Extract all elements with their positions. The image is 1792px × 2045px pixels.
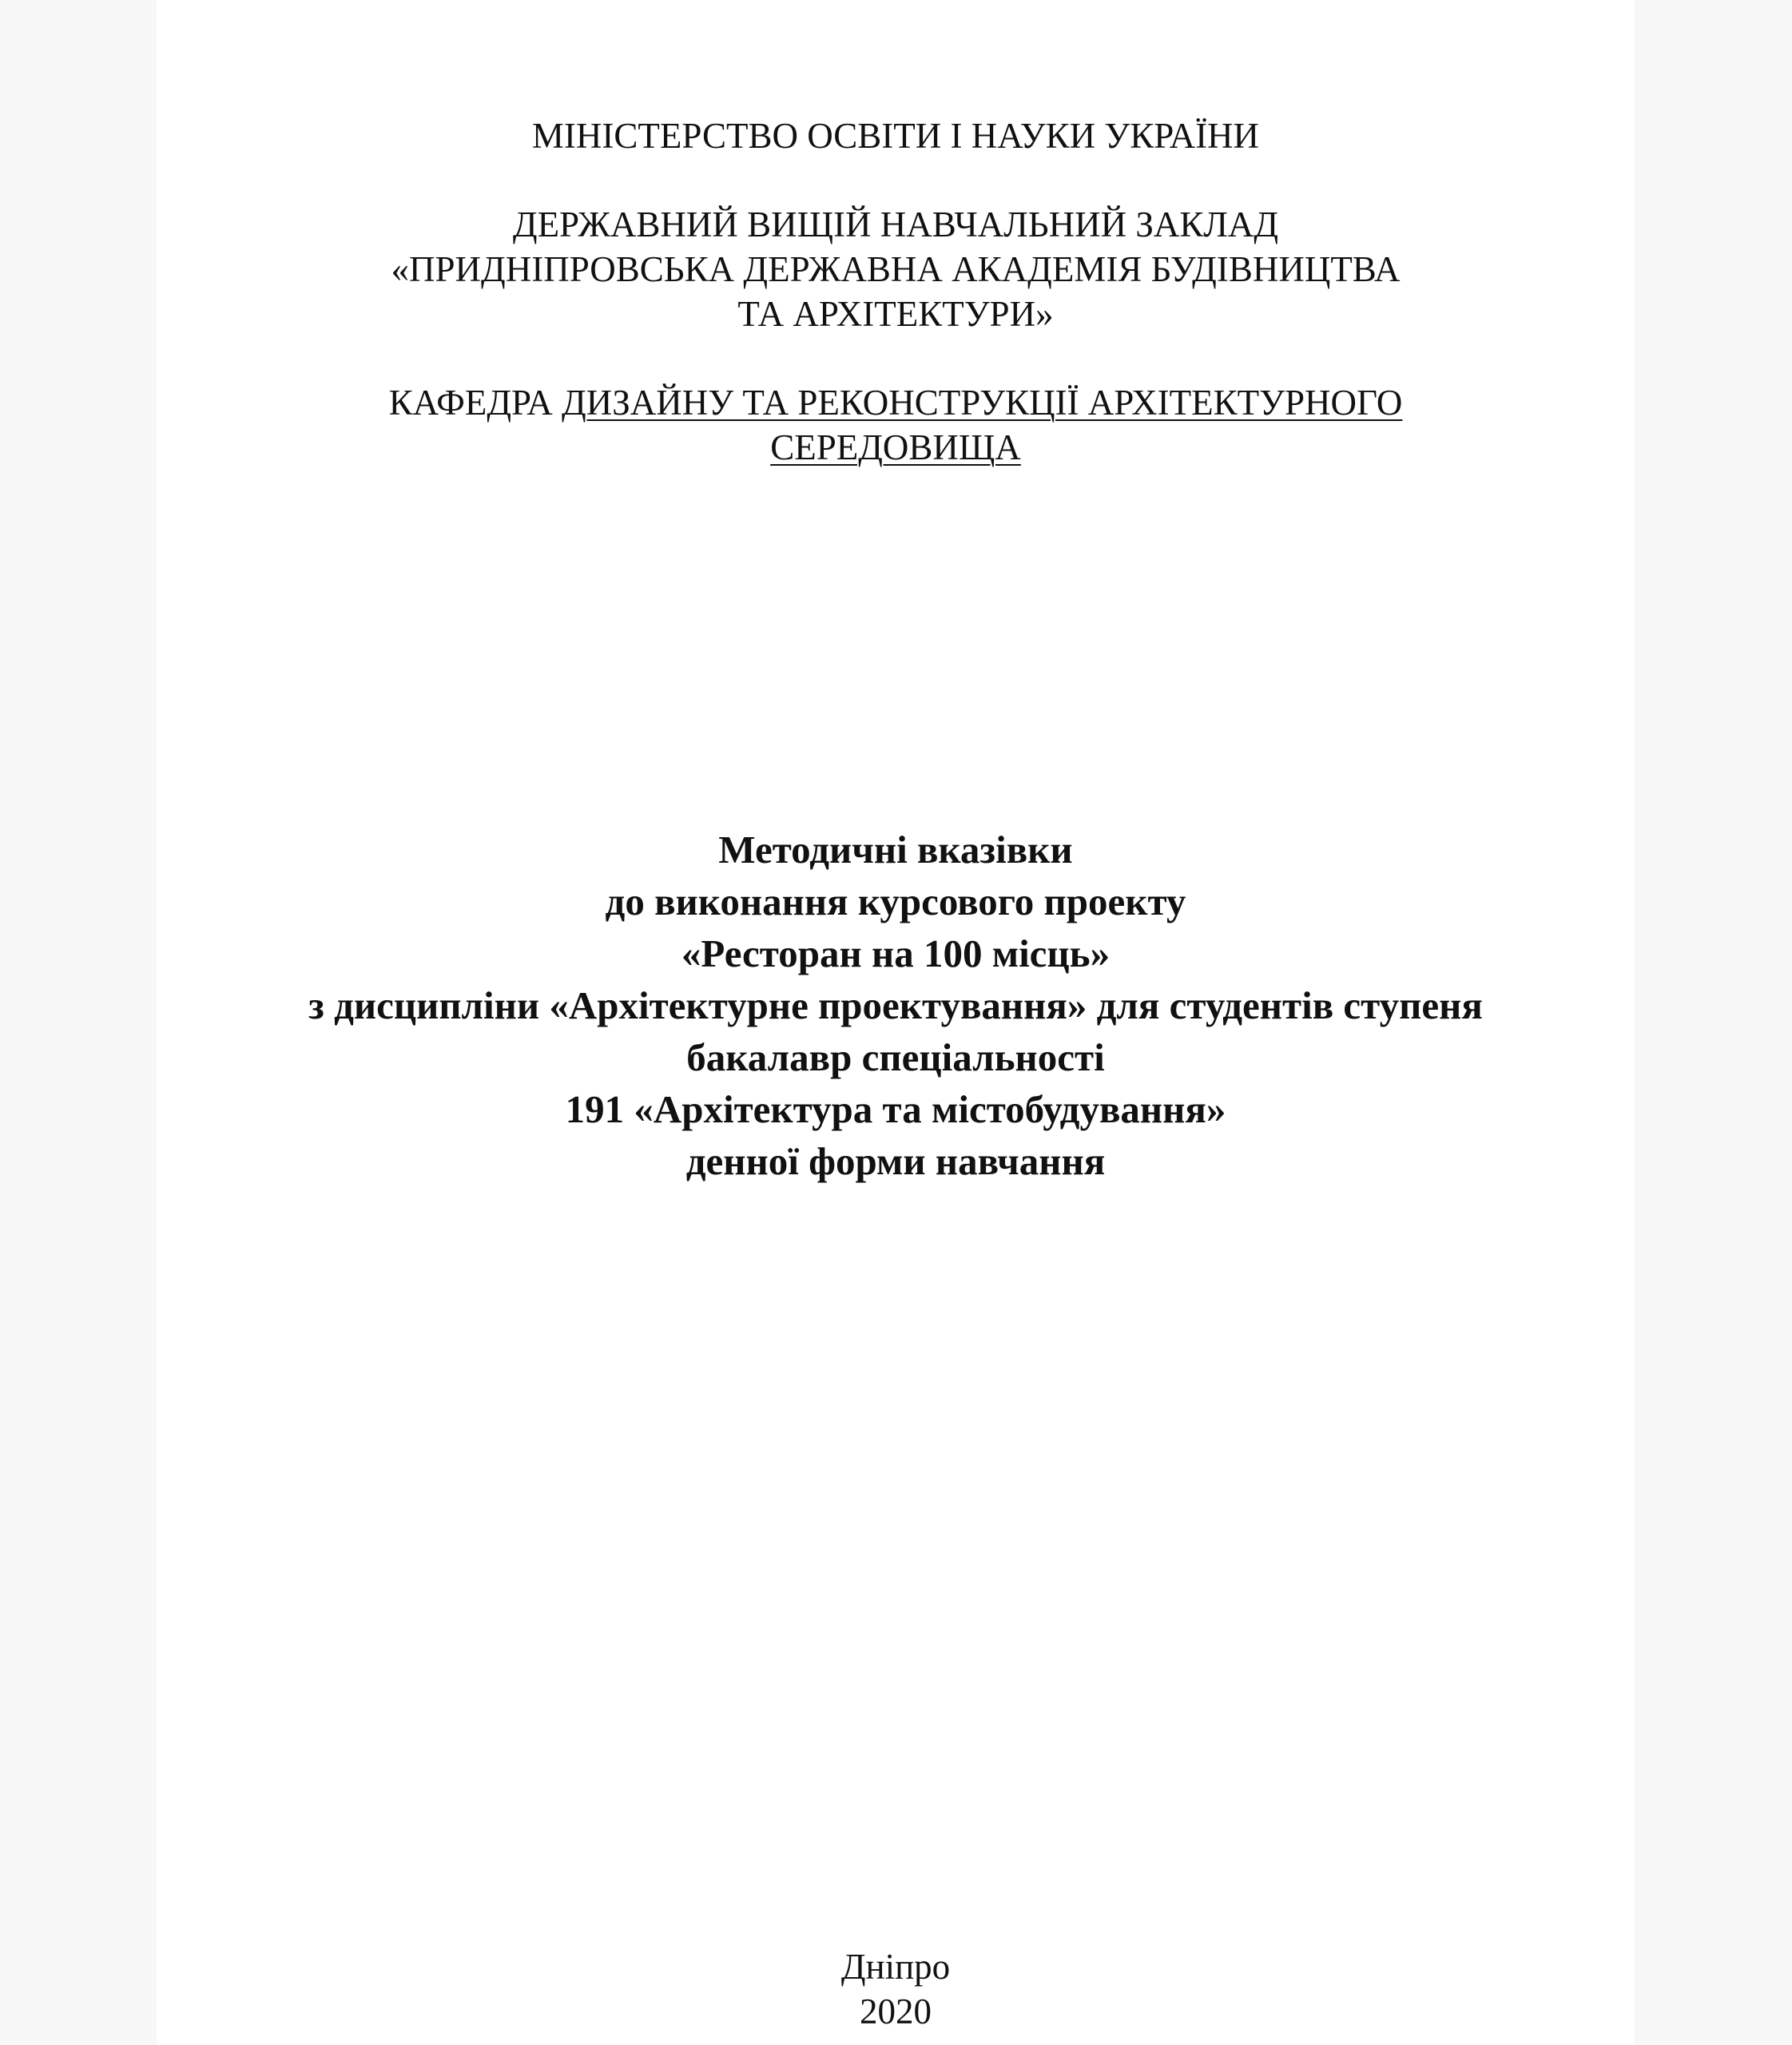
department-name-part-1: ДИЗАЙНУ ТА РЕКОНСТРУКЦІЇ АРХІТЕКТУРНОГО <box>562 383 1403 423</box>
footer-city: Дніпро <box>840 1947 951 1987</box>
title-line-6: 191 «Архітектура та містобудування» <box>565 1087 1226 1131</box>
department-line-1 <box>157 380 1635 425</box>
title-line-3: «Ресторан на 100 місць» <box>681 931 1111 975</box>
footer-year: 2020 <box>860 1991 932 2031</box>
institution-line-2: «ПРИДНІПРОВСЬКА ДЕРЖАВНА АКАДЕМІЯ БУДІВНИЦТВА <box>391 249 1401 289</box>
title-line-1: Методичні вказівки <box>718 828 1073 872</box>
title-line-4: з дисципліни «Архітектурне проектування» для студентів ступеня <box>308 983 1483 1027</box>
institution-line-3: ТА АРХІТЕКТУРИ» <box>737 294 1054 334</box>
department-name-part-2: СЕРЕДОВИЩА <box>770 427 1021 467</box>
title-line-2: до виконання курсового проекту <box>605 880 1186 923</box>
title-line-7: денної форми навчання <box>685 1139 1106 1183</box>
department-line-2 <box>157 425 1635 470</box>
department-prefix: КАФЕДРА <box>388 383 562 423</box>
title-line-5: бакалавр спеціальності <box>686 1035 1105 1079</box>
ministry-heading: МІНІСТЕРСТВО ОСВІТИ І НАУКИ УКРАЇНИ <box>531 116 1260 156</box>
institution-line-1: ДЕРЖАВНИЙ ВИЩІЙ НАВЧАЛЬНИЙ ЗАКЛАД <box>512 204 1279 244</box>
document-page <box>157 0 1635 2045</box>
